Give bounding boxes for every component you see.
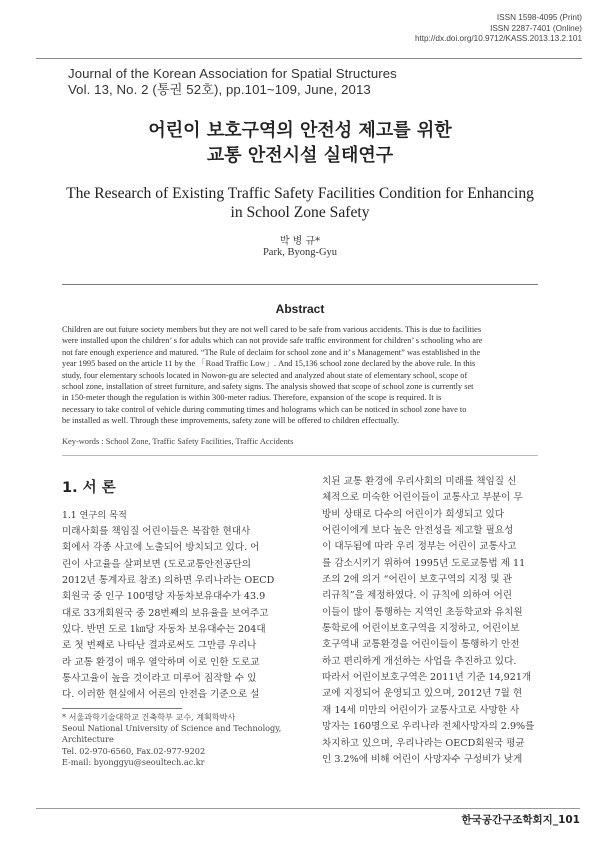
keywords: Key-words : School Zone, Traffic Safety Facilities, Traffic Accidents [62,437,294,446]
abstract-divider [62,284,538,285]
abstract-heading: Abstract [275,302,325,316]
abstract-line: in 150-meter though the regulation is within 300-meter radius. Therefore, expansion of the scope is required. It is [62,393,442,403]
body-line: 하고 편리하게 개선하는 사업을 추진하고 있다. [322,655,517,667]
footnote-divider [62,708,182,709]
issn-print: ISSN 1598-4095 (Print) [496,13,582,22]
abstract-line: school zone, installation of street furniture, and safety signs. The analysis showed that scope of school zone is currently set [62,382,474,392]
abstract-line: not fare enough experience and matured. “The Rule of declaim for school zone and it’ s Management” was established in the [62,347,481,357]
header-divider [36,58,582,59]
body-line: 다. 이러한 현실에서 어른의 안전을 기준으로 설 [62,689,260,701]
body-line: 따라서 어린이보호구역은 2011년 기준 14,921개 [322,672,532,684]
body-line: 방비 상태로 다수의 어린이가 희생되고 있다 [322,508,505,520]
body-line: 있다. 반면 도로 1㎞당 자동차 보유대수는 204대 [62,624,266,636]
keywords-divider [62,455,538,456]
doi-link[interactable]: http://dx.doi.org/10.9712/KASS.2013.13.2.101 [414,34,582,43]
body-line: 재 14세 미만의 어린이가 교통사고로 사망한 사 [322,704,520,716]
body-line: 통학로에 어린이보호구역을 지정하고, 어린이보 [322,623,520,635]
footer-divider [36,808,580,809]
journal-info [68,66,397,98]
body-line: 인 3.2%에 비해 어린이 사망자수 구성비가 낮게 [322,753,523,765]
issn-online: ISSN 2287-7401 (Online) [490,23,582,33]
subsection-title: 1.1 연구의 목적 [62,510,127,521]
body-line: 차지하고 있으며, 우리나라는 OECD회원국 평균 [322,737,525,749]
body-line: 조의 2에 의거 “어린이 보호구역의 지정 및 관 [322,574,512,586]
english-title-line1: The Research of Existing Traffic Safety Facilities Condition for Enhancing [66,185,534,202]
abstract-line: Children are out future society members but they are not well cared to be safe from various accidents. This is due to facilities [62,325,482,334]
page-footer: 한국공간구조학회지_101 [461,814,580,826]
body-left-column [62,474,302,704]
footnote-line: Seoul National University of Science and Technology, [62,723,282,734]
body-line: 회에서 각종 사고에 노출되어 방치되고 있다. 어 [62,542,260,554]
body-line: 2012년 통계자료 참조) 의하면 우리나라는 OECD [62,575,275,587]
footnote-line: * 서울과학기술대학교 건축학부 교수, 계획학박사 [62,712,236,722]
author-english: Park, Byong-Gyu [262,247,338,258]
abstract-body [62,324,538,427]
korean-title [0,118,600,168]
body-line: 호구역내 교통환경을 어린이들이 통행하기 안전 [322,639,520,651]
body-line: 통사고율이 높을 것이라고 미루어 짐작할 수 있 [62,673,257,685]
body-line: 망자는 160명으로 우리나라 전체사망자의 2.9%를 [322,721,535,733]
footnote-line[interactable]: E-mail: byonggyu@seoultech.ac.kr [62,756,205,767]
body-line: 체적으로 미숙한 어린이들이 교통사고 부분이 무 [322,492,523,504]
footnote-line: Architecture [62,734,114,745]
journal-name: Journal of the Korean Association for Spatial Structures [68,66,397,81]
body-line: 로 첫 번째로 나타난 결과로써도 그만큼 우리나 [62,640,257,652]
body-right-column [322,474,540,768]
korean-title-line1: 어린이 보호구역의 안전성 제고를 위한 [148,120,452,141]
issn-block [415,13,582,45]
section-title: 1. 서 론 [62,480,116,496]
abstract-line: necessary to take control of vehicle during commuting times and holograms which can be noticed in school zone have to [62,404,467,414]
korean-title-line2: 교통 안전시설 실태연구 [206,145,394,166]
body-line: 리규칙”을 제정하였다. 이 규칙에 의하여 어린 [322,590,513,602]
body-line: 라 교통 환경이 매우 열악하며 이로 인한 도로교 [62,656,260,668]
footnote [62,712,281,768]
body-line: 어린이에게 보다 높은 안전성을 제고할 필요성 [322,525,514,537]
volume-info: Vol. 13, No. 2 (통권 52호), pp.101~109, June, 2013 [68,82,371,97]
body-line: 교에 지정되어 운영되고 있으며, 2012년 7월 현 [322,688,523,700]
english-title-line2: in School Zone Safety [230,204,370,221]
footnote-line: Tel. 02-970-6560, Fax.02-977-9202 [62,745,206,756]
body-line: 대로 33개회원국 중 28번째의 보유율을 보여주고 [62,607,269,619]
abstract-line: year 1995 based on the article 11 by the 「Road Traffic Low」. And 15,136 school zone declared by the above rule. In this [62,359,476,369]
author-korean: 박 병 규* [279,236,321,247]
body-line: 를 감소시키기 위하여 1995년 도로교통법 제 11 [322,557,526,569]
abstract-line: were installed upon the children’ s for adults which can not provide safe traffic environment for children’ s schooling who are [62,336,483,346]
body-line: 이 대두됨에 따라 우리 정부는 어린이 교통사고 [322,541,517,553]
body-line: 린이 사고율을 살펴보면 (도로교통안전공단의 [62,558,251,570]
body-line: 이들이 많이 통행하는 지역인 초등학교와 유치원 [322,606,523,618]
abstract-line: study, four elementary schools located in Nowon-gu are selected and analyzed about state of elementary school, scope of [62,370,468,380]
body-line: 미래사회를 책임질 어린이들은 복잡한 현대사 [62,526,251,537]
abstract-line: be installed as well. Through these improvements, safety zone will be offered to children effectually. [62,416,399,426]
body-line: 회원국 중 인구 100명당 자동차보유대수가 43.9 [62,591,266,603]
body-line: 치된 교통 환경에 우리사회의 미래를 책임질 신 [322,476,517,487]
english-title [0,184,600,222]
